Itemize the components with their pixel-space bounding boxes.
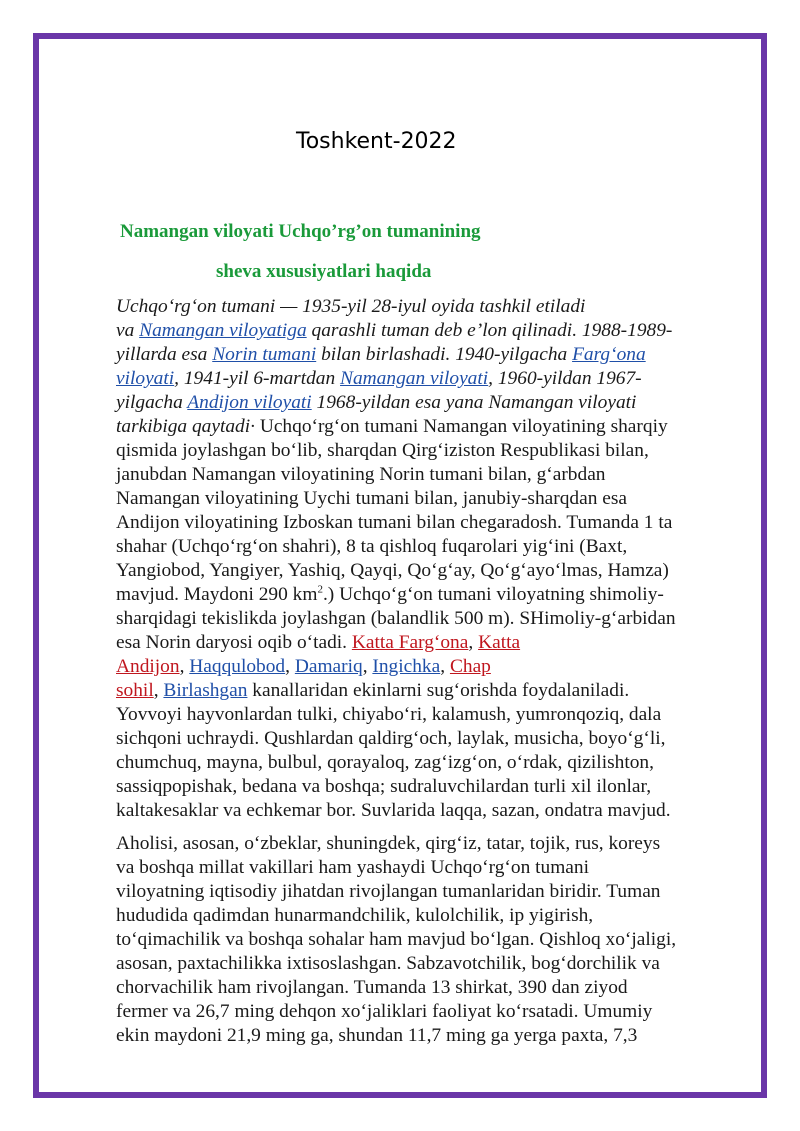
text-run: 1968-yildan esa yana Namangan viloyati bbox=[311, 392, 637, 413]
document-body bbox=[116, 295, 744, 1048]
link-fargona[interactable]: Farg‘ona bbox=[572, 344, 646, 365]
text-run: , bbox=[153, 680, 164, 701]
text-line: viloyatning iqtisodiy jihatdan rivojlangan tumanlaridan biridir. Tuman bbox=[116, 881, 661, 902]
text-line: fermer va 26,7 ming dehqon xo‘jaliklari faoliyat ko‘rsatadi. Umumiy bbox=[116, 1001, 653, 1022]
text-run: .) Uchqo‘g‘on tumani viloyatning shimoliy- bbox=[322, 584, 664, 605]
text-line: shahar (Uchqo‘rg‘on shahri), 8 ta qishloq fuqarolari yig‘ini (Baxt, bbox=[116, 536, 628, 557]
text-line bbox=[116, 391, 744, 415]
text-run: yilgacha bbox=[116, 392, 188, 413]
text-run: mavjud. Maydoni 290 km bbox=[116, 584, 318, 605]
link-haqqulobod[interactable]: Haqqulobod bbox=[189, 656, 286, 677]
text-line: to‘qimachilik va boshqa sohalar ham mavjud bo‘lgan. Qishloq xo‘jaligi, bbox=[116, 929, 677, 950]
text-line: va boshqa millat vakillari ham yashaydi Uchqo‘rg‘on tumani bbox=[116, 857, 589, 878]
text-run: , bbox=[468, 632, 479, 653]
text-line: Andijon viloyatining Izboskan tumani bilan chegaradosh. Tumanda 1 ta bbox=[116, 512, 673, 533]
city-year: Toshkent-2022 bbox=[296, 129, 457, 154]
paragraph-2 bbox=[116, 832, 744, 1048]
link-damariq[interactable]: Damariq bbox=[294, 656, 363, 677]
text-line: sassiqpopishak, bedana va boshqa; sudraluvchilardan turli xil ilonlar, bbox=[116, 776, 652, 797]
text-run: esa Norin daryosi oqib o‘tadi. bbox=[116, 632, 352, 653]
text-line bbox=[116, 583, 744, 607]
link-namangan-viloyati[interactable]: Namangan viloyati bbox=[340, 368, 489, 389]
text-line bbox=[116, 631, 744, 655]
text-run: qarashli tuman deb e’lon qilinadi. 1988-1989- bbox=[306, 320, 673, 341]
text-run: , 1960-yildan 1967- bbox=[488, 368, 642, 389]
text-line bbox=[116, 415, 744, 439]
link-birlashgan[interactable]: Birlashgan bbox=[163, 680, 248, 701]
superscript: 2 bbox=[317, 583, 323, 596]
link-viloyati[interactable]: viloyati bbox=[116, 368, 175, 389]
text-line: kaltakesaklar va echkemar bor. Suvlarida laqqa, sazan, ondatra mavjud. bbox=[116, 800, 671, 821]
text-line: asosan, paxtachilikka ixtisoslashgan. Sabzavotchilik, bog‘dorchilik va bbox=[116, 953, 660, 974]
text-line: hududida qadimdan hunarmandchilik, kulolchilik, ip yigirish, bbox=[116, 905, 594, 926]
link-katta-fargona[interactable]: Katta Farg‘ona bbox=[351, 632, 469, 653]
text-run: kanallaridan ekinlarni sug‘orishda foydalaniladi. bbox=[247, 680, 630, 701]
text-run: Uchqo‘rg‘on tumani — 1935-yil 28-iyul oyida tashkil etiladi bbox=[116, 296, 586, 317]
text-line: sharqidagi tekislikda joylashgan (balandlik 500 m). SHimoliy-g‘arbidan bbox=[116, 608, 676, 629]
title-line-1: Namangan viloyati Uchqo’rg’on tumanining bbox=[120, 221, 481, 242]
link-ingichka[interactable]: Ingichka bbox=[372, 656, 441, 677]
link-chap-sohil-part1[interactable]: Chap bbox=[449, 656, 491, 677]
text-run: tarkibiga qaytadi· bbox=[116, 416, 255, 437]
text-line: qismida joylashgan bo‘lib, sharqdan Qirg‘iziston Respublikasi bilan, bbox=[116, 440, 649, 461]
text-run: bilan birlashadi. 1940-yilgacha bbox=[316, 344, 573, 365]
text-line: Namangan viloyatining Uychi tumani bilan, janubiy-sharqdan esa bbox=[116, 488, 628, 509]
link-norin-tumani[interactable]: Norin tumani bbox=[212, 344, 317, 365]
text-line bbox=[116, 295, 744, 319]
text-line bbox=[116, 655, 744, 679]
text-run: Uchqo‘rg‘on tumani Namangan viloyatining sharqiy bbox=[254, 416, 668, 437]
link-andijon-viloyati[interactable]: Andijon viloyati bbox=[187, 392, 312, 413]
text-run: , 1941-yil 6-martdan bbox=[174, 368, 341, 389]
text-run: , bbox=[440, 656, 450, 677]
text-line: Aholisi, asosan, o‘zbeklar, shuningdek, qirg‘iz, tatar, tojik, rus, koreys bbox=[116, 833, 661, 854]
text-line bbox=[116, 343, 744, 367]
text-line: Yangiobod, Yangiyer, Yashiq, Qayqi, Qo‘g‘ay, Qo‘g‘ayo‘lmas, Hamza) bbox=[116, 560, 669, 581]
text-run: va bbox=[116, 320, 140, 341]
text-line: ekin maydoni 21,9 ming ga, shundan 11,7 ming ga yerga paxta, 7,3 bbox=[116, 1025, 638, 1046]
title-line-2: sheva xususiyatlari haqida bbox=[216, 261, 432, 282]
text-run: , bbox=[179, 656, 190, 677]
text-line: sichqoni uchraydi. Qushlardan qaldirg‘och, laylak, musicha, boyo‘g‘li, bbox=[116, 728, 666, 749]
text-line bbox=[116, 367, 744, 391]
text-line: janubdan Namangan viloyatining Norin tumani bilan, g‘arbdan bbox=[116, 464, 606, 485]
link-chap-sohil-part2[interactable]: sohil bbox=[116, 680, 154, 701]
text-line: chumchuq, mayna, bulbul, qorayaloq, zag‘izg‘on, o‘rdak, qizilishton, bbox=[116, 752, 654, 773]
paragraph-1 bbox=[116, 295, 744, 823]
link-katta-andijon-part1[interactable]: Katta bbox=[478, 632, 521, 653]
text-line bbox=[116, 319, 744, 343]
link-katta-andijon-part2[interactable]: Andijon bbox=[116, 656, 180, 677]
text-run: yillarda esa bbox=[116, 344, 213, 365]
text-line bbox=[116, 679, 744, 703]
text-run: , bbox=[362, 656, 373, 677]
link-namangan-viloyatiga[interactable]: Namangan viloyatiga bbox=[139, 320, 307, 341]
text-run: , bbox=[285, 656, 295, 677]
text-line: chorvachilik ham rivojlangan. Tumanda 13 shirkat, 390 dan ziyod bbox=[116, 977, 628, 998]
text-line: Yovvoyi hayvonlardan tulki, chiyabo‘ri, kalamush, yumronqoziq, dala bbox=[116, 704, 662, 725]
